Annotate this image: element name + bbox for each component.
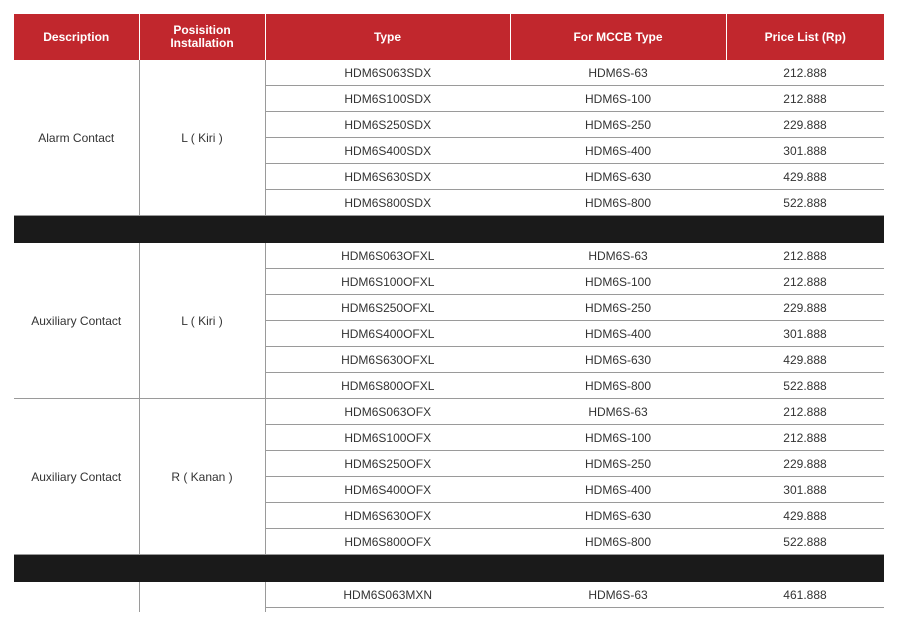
cell-mccb: HDM6S-250 — [510, 451, 726, 477]
group-position: L ( Kiri ) — [139, 243, 265, 399]
cell-type: HDM6S063OFX — [265, 399, 510, 425]
cell-type: HDM6S800SDX — [265, 190, 510, 216]
cell-mccb: HDM6S-800 — [510, 373, 726, 399]
cell-type: HDM6S100SDX — [265, 86, 510, 112]
cell-mccb: HDM6S-630 — [510, 503, 726, 529]
separator-bar — [14, 555, 884, 583]
cell-type: HDM6S250SDX — [265, 112, 510, 138]
header-position-line2: Installation — [170, 36, 234, 50]
cell-type: HDM6S800OFXL — [265, 373, 510, 399]
cell-type: HDM6S400SDX — [265, 138, 510, 164]
cell-price: 212.888 — [726, 425, 884, 451]
cell-price: 522.888 — [726, 529, 884, 555]
cell-price: 429.888 — [726, 347, 884, 373]
separator-bar — [14, 216, 884, 244]
cell-price: 429.888 — [726, 164, 884, 190]
cell-mccb: HDM6S-100 — [510, 425, 726, 451]
cell-price: 429.888 — [726, 503, 884, 529]
group-description: Auxiliary Contact — [14, 399, 139, 555]
table-row — [14, 243, 884, 269]
cell-mccb: HDM6S-630 — [510, 347, 726, 373]
group-description — [14, 582, 139, 612]
cell-type: HDM6S063OFXL — [265, 243, 510, 269]
table-header-row — [14, 14, 884, 60]
cell-price: 522.888 — [726, 373, 884, 399]
cell-type: HDM6S063SDX — [265, 60, 510, 86]
cell-price: 212.888 — [726, 60, 884, 86]
cell-type: HDM6S063MXN — [265, 582, 510, 608]
header-price: Price List (Rp) — [726, 14, 884, 60]
section-separator — [14, 555, 884, 583]
header-mccb-type: For MCCB Type — [510, 14, 726, 60]
group-position: R ( Kanan ) — [139, 399, 265, 555]
section-separator — [14, 216, 884, 244]
cell-mccb: HDM6S-800 — [510, 190, 726, 216]
cell-mccb: HDM6S-250 — [510, 112, 726, 138]
cell-type: HDM6S250OFXL — [265, 295, 510, 321]
group-position — [139, 582, 265, 612]
cell-mccb-stub — [510, 608, 726, 613]
cell-mccb: HDM6S-800 — [510, 529, 726, 555]
cell-type: HDM6S100OFX — [265, 425, 510, 451]
cell-type: HDM6S800OFX — [265, 529, 510, 555]
cell-price-stub — [726, 608, 884, 613]
price-list-table — [14, 14, 884, 612]
cell-price: 212.888 — [726, 243, 884, 269]
cell-mccb: HDM6S-100 — [510, 269, 726, 295]
cell-mccb: HDM6S-63 — [510, 60, 726, 86]
cell-mccb: HDM6S-250 — [510, 295, 726, 321]
cell-price: 212.888 — [726, 269, 884, 295]
cell-mccb: HDM6S-630 — [510, 164, 726, 190]
cell-type: HDM6S400OFXL — [265, 321, 510, 347]
header-position-line1: Posisition — [173, 23, 231, 37]
header-position — [139, 14, 265, 60]
cell-type: HDM6S400OFX — [265, 477, 510, 503]
cell-type: HDM6S100OFXL — [265, 269, 510, 295]
cell-type: HDM6S630SDX — [265, 164, 510, 190]
cell-price: 461.888 — [726, 582, 884, 608]
cell-price: 212.888 — [726, 399, 884, 425]
cell-price: 229.888 — [726, 451, 884, 477]
cell-type-stub — [265, 608, 510, 613]
cell-price: 212.888 — [726, 86, 884, 112]
group-position: L ( Kiri ) — [139, 60, 265, 216]
header-description: Description — [14, 14, 139, 60]
cell-type: HDM6S630OFX — [265, 503, 510, 529]
cell-price: 301.888 — [726, 321, 884, 347]
cell-mccb: HDM6S-400 — [510, 138, 726, 164]
cell-mccb: HDM6S-400 — [510, 321, 726, 347]
group-description: Alarm Contact — [14, 60, 139, 216]
table-row — [14, 60, 884, 86]
cell-mccb: HDM6S-63 — [510, 399, 726, 425]
cell-price: 229.888 — [726, 295, 884, 321]
header-type: Type — [265, 14, 510, 60]
cell-mccb: HDM6S-63 — [510, 582, 726, 608]
group-description: Auxiliary Contact — [14, 243, 139, 399]
cell-price: 229.888 — [726, 112, 884, 138]
cell-mccb: HDM6S-100 — [510, 86, 726, 112]
cell-type: HDM6S250OFX — [265, 451, 510, 477]
cell-price: 301.888 — [726, 138, 884, 164]
cell-price: 301.888 — [726, 477, 884, 503]
table-row — [14, 399, 884, 425]
cell-price: 522.888 — [726, 190, 884, 216]
cell-mccb: HDM6S-400 — [510, 477, 726, 503]
cell-mccb: HDM6S-63 — [510, 243, 726, 269]
table-row — [14, 582, 884, 608]
cell-type: HDM6S630OFXL — [265, 347, 510, 373]
